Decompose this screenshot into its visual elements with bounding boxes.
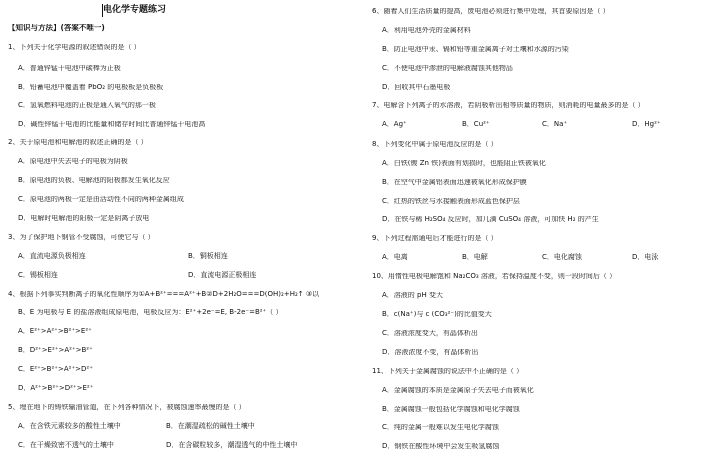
question-9-stem: 9、下列过程需通电后才能进行的是（ ） xyxy=(372,235,498,242)
question-6-option-c: C．不使电池中渗泄的电解液腐蚀其他物品 xyxy=(382,65,513,72)
question-4-option-a: A．E²⁺>A²⁺>B²⁺>E²⁺ xyxy=(18,328,92,335)
question-1-option-b: B．铅蓄电池中覆盖着 PbO₂ 的电极板是负极板 xyxy=(18,84,164,91)
question-8-option-b: B．在空气中金属铝表面迅速被氧化形成保护膜 xyxy=(382,179,527,186)
question-2-option-c: C．原电池的两极一定是由活动性不同的两种金属组成 xyxy=(18,196,184,203)
question-1-stem: 1、下列关于化学电源的叙述错误的是（ ） xyxy=(8,44,141,51)
question-3-option-c: C．锡板相连 xyxy=(18,271,58,279)
section-heading: 【知识与方法】(答案不唯一) xyxy=(8,24,105,32)
question-1-option-c: C．氢氧燃料电池的正极是通入氧气的那一极 xyxy=(18,102,156,109)
question-11-option-a: A．金属腐蚀的本质是金属原子失去电子而被氧化 xyxy=(382,387,534,394)
question-4-option-d: D．A²⁺>B²⁺>D²⁺>E²⁺ xyxy=(18,385,94,392)
question-8-option-d: D．在铁与稀 H₂SO₄ 反应时，加几滴 CuSO₄ 溶液，可加快 H₂ 的产生 xyxy=(382,216,599,223)
page-title: 电化学专题练习 xyxy=(103,5,167,15)
question-8-stem: 8、下列变化中属于原电池反应的是（ ） xyxy=(372,141,498,148)
question-2-option-a: A．原电池中失去电子的电极为阴极 xyxy=(18,158,128,165)
question-8-option-c: C．红热的铁丝与水接触表面形成蓝色保护层 xyxy=(382,198,520,205)
question-3-option-a: A．直流电源负极相连 xyxy=(18,252,86,260)
question-11-option-d: D．钢铁在酸性环境中会发生吸氢腐蚀 xyxy=(382,443,500,450)
question-2-option-d: D．电解时电解池的阳极一定是阴离子放电 xyxy=(18,215,150,222)
question-6-stem: 6、随着人们生活质量的提高，废电池必须进行集中处理，其首要原因是（ ） xyxy=(372,8,610,15)
question-11-option-c: C．纯的金属一般难以发生电化学腐蚀 xyxy=(382,424,499,431)
question-9-option-c: C．电化腐蚀 xyxy=(542,253,582,261)
question-2-option-b: B．原电池的负极、电解池的阳极都发生氧化反应 xyxy=(18,177,170,184)
question-8-option-a: A．白铁(镀 Zn 铁)表面有划损时，也能阻止铁被氧化 xyxy=(382,160,546,167)
question-3-stem: 3、为了保护地下钢管不受腐蚀，可使它与（ ） xyxy=(8,234,155,241)
question-9-option-b: B．电解 xyxy=(462,253,488,261)
question-7-option-b: B．Cu²⁺ xyxy=(462,120,490,128)
question-11-option-b: B．金属腐蚀一般包括化学腐蚀和电化学腐蚀 xyxy=(382,406,520,413)
question-5-stem: 5、埋在地下的铸铁输油管道，在下列各种情况下，被腐蚀速率最慢的是（ ） xyxy=(8,404,246,411)
question-7-option-a: A．Ag⁺ xyxy=(382,120,407,128)
question-4-stem-line-1: 4、根据下列事实判断离子的氧化性顺序为①A+B²⁺===A²⁺+B②D+2H₂O===D(OH)₂+H₂↑ ③以 xyxy=(8,291,320,298)
question-10-option-d: D．溶液浓度不变，有晶体析出 xyxy=(382,349,479,356)
question-6-option-b: B．防止电池中汞、镉和铅等重金属离子对土壤和水源的污染 xyxy=(382,46,569,53)
question-11-stem: 11、下列关于金属腐蚀的说法中不正确的是（ ） xyxy=(372,368,524,375)
question-3-option-d: D．直流电源正极相连 xyxy=(188,271,257,279)
question-10-option-a: A．溶液的 pH 变大 xyxy=(382,292,443,299)
question-5-option-b: B．在潮湿疏松的碱性土壤中 xyxy=(166,422,255,430)
question-2-stem: 2、关于原电池和电解池的叙述正确的是（ ） xyxy=(8,139,148,146)
question-7-option-d: D．Hg²⁺ xyxy=(632,120,661,128)
question-4-option-b: B．D²⁺>E²⁺>A²⁺>B²⁺ xyxy=(18,347,93,354)
question-1-option-d: D．碱性锌锰干电池的比能量和储存时间比普通锌锰干电池高 xyxy=(18,121,206,128)
question-7-stem: 7、电解含下列离子的水溶液，若阴极析出相等质量的物质，则消耗的电量最多的是（ ） xyxy=(372,102,645,109)
question-5-option-c: C．在干燥致密不透气的土壤中 xyxy=(18,441,114,449)
question-10-option-b: B．c(Na⁺)与 c (CO₃²⁻)的比值变大 xyxy=(382,311,492,318)
question-5-option-d: D．在含碳粒较多，潮湿透气的中性土壤中 xyxy=(166,441,298,449)
question-6-option-d: D．回收其中石墨电极 xyxy=(382,84,451,91)
question-5-option-a: A．在含铁元素较多的酸性土壤中 xyxy=(18,422,121,430)
question-10-stem: 10、用惰性电极电解饱和 Na₂CO₃ 溶液，若保持温度不变，则一段时间后（ ） xyxy=(372,273,617,280)
question-10-option-c: C．溶液浓度变大，有晶体析出 xyxy=(382,330,478,337)
question-9-option-a: A．电离 xyxy=(382,253,408,261)
question-6-option-a: A．利用电池外壳的金属材料 xyxy=(382,27,471,34)
question-4-stem-line-2: B、E 为电极与 E 的盐溶液组成原电池，电极反应为：E²⁺+2e⁻=E, B-2e⁻=B²⁺（ ） xyxy=(18,309,283,316)
question-1-option-a: A．普通锌锰干电池中碳棒为正极 xyxy=(18,65,121,72)
question-4-option-c: C．E²⁺>B²⁺>A²⁺>D²⁺ xyxy=(18,366,93,373)
question-3-option-b: B．铜板相连 xyxy=(188,252,228,260)
question-7-option-c: C．Na⁺ xyxy=(542,120,568,128)
question-9-option-d: D．电泳 xyxy=(632,253,659,261)
